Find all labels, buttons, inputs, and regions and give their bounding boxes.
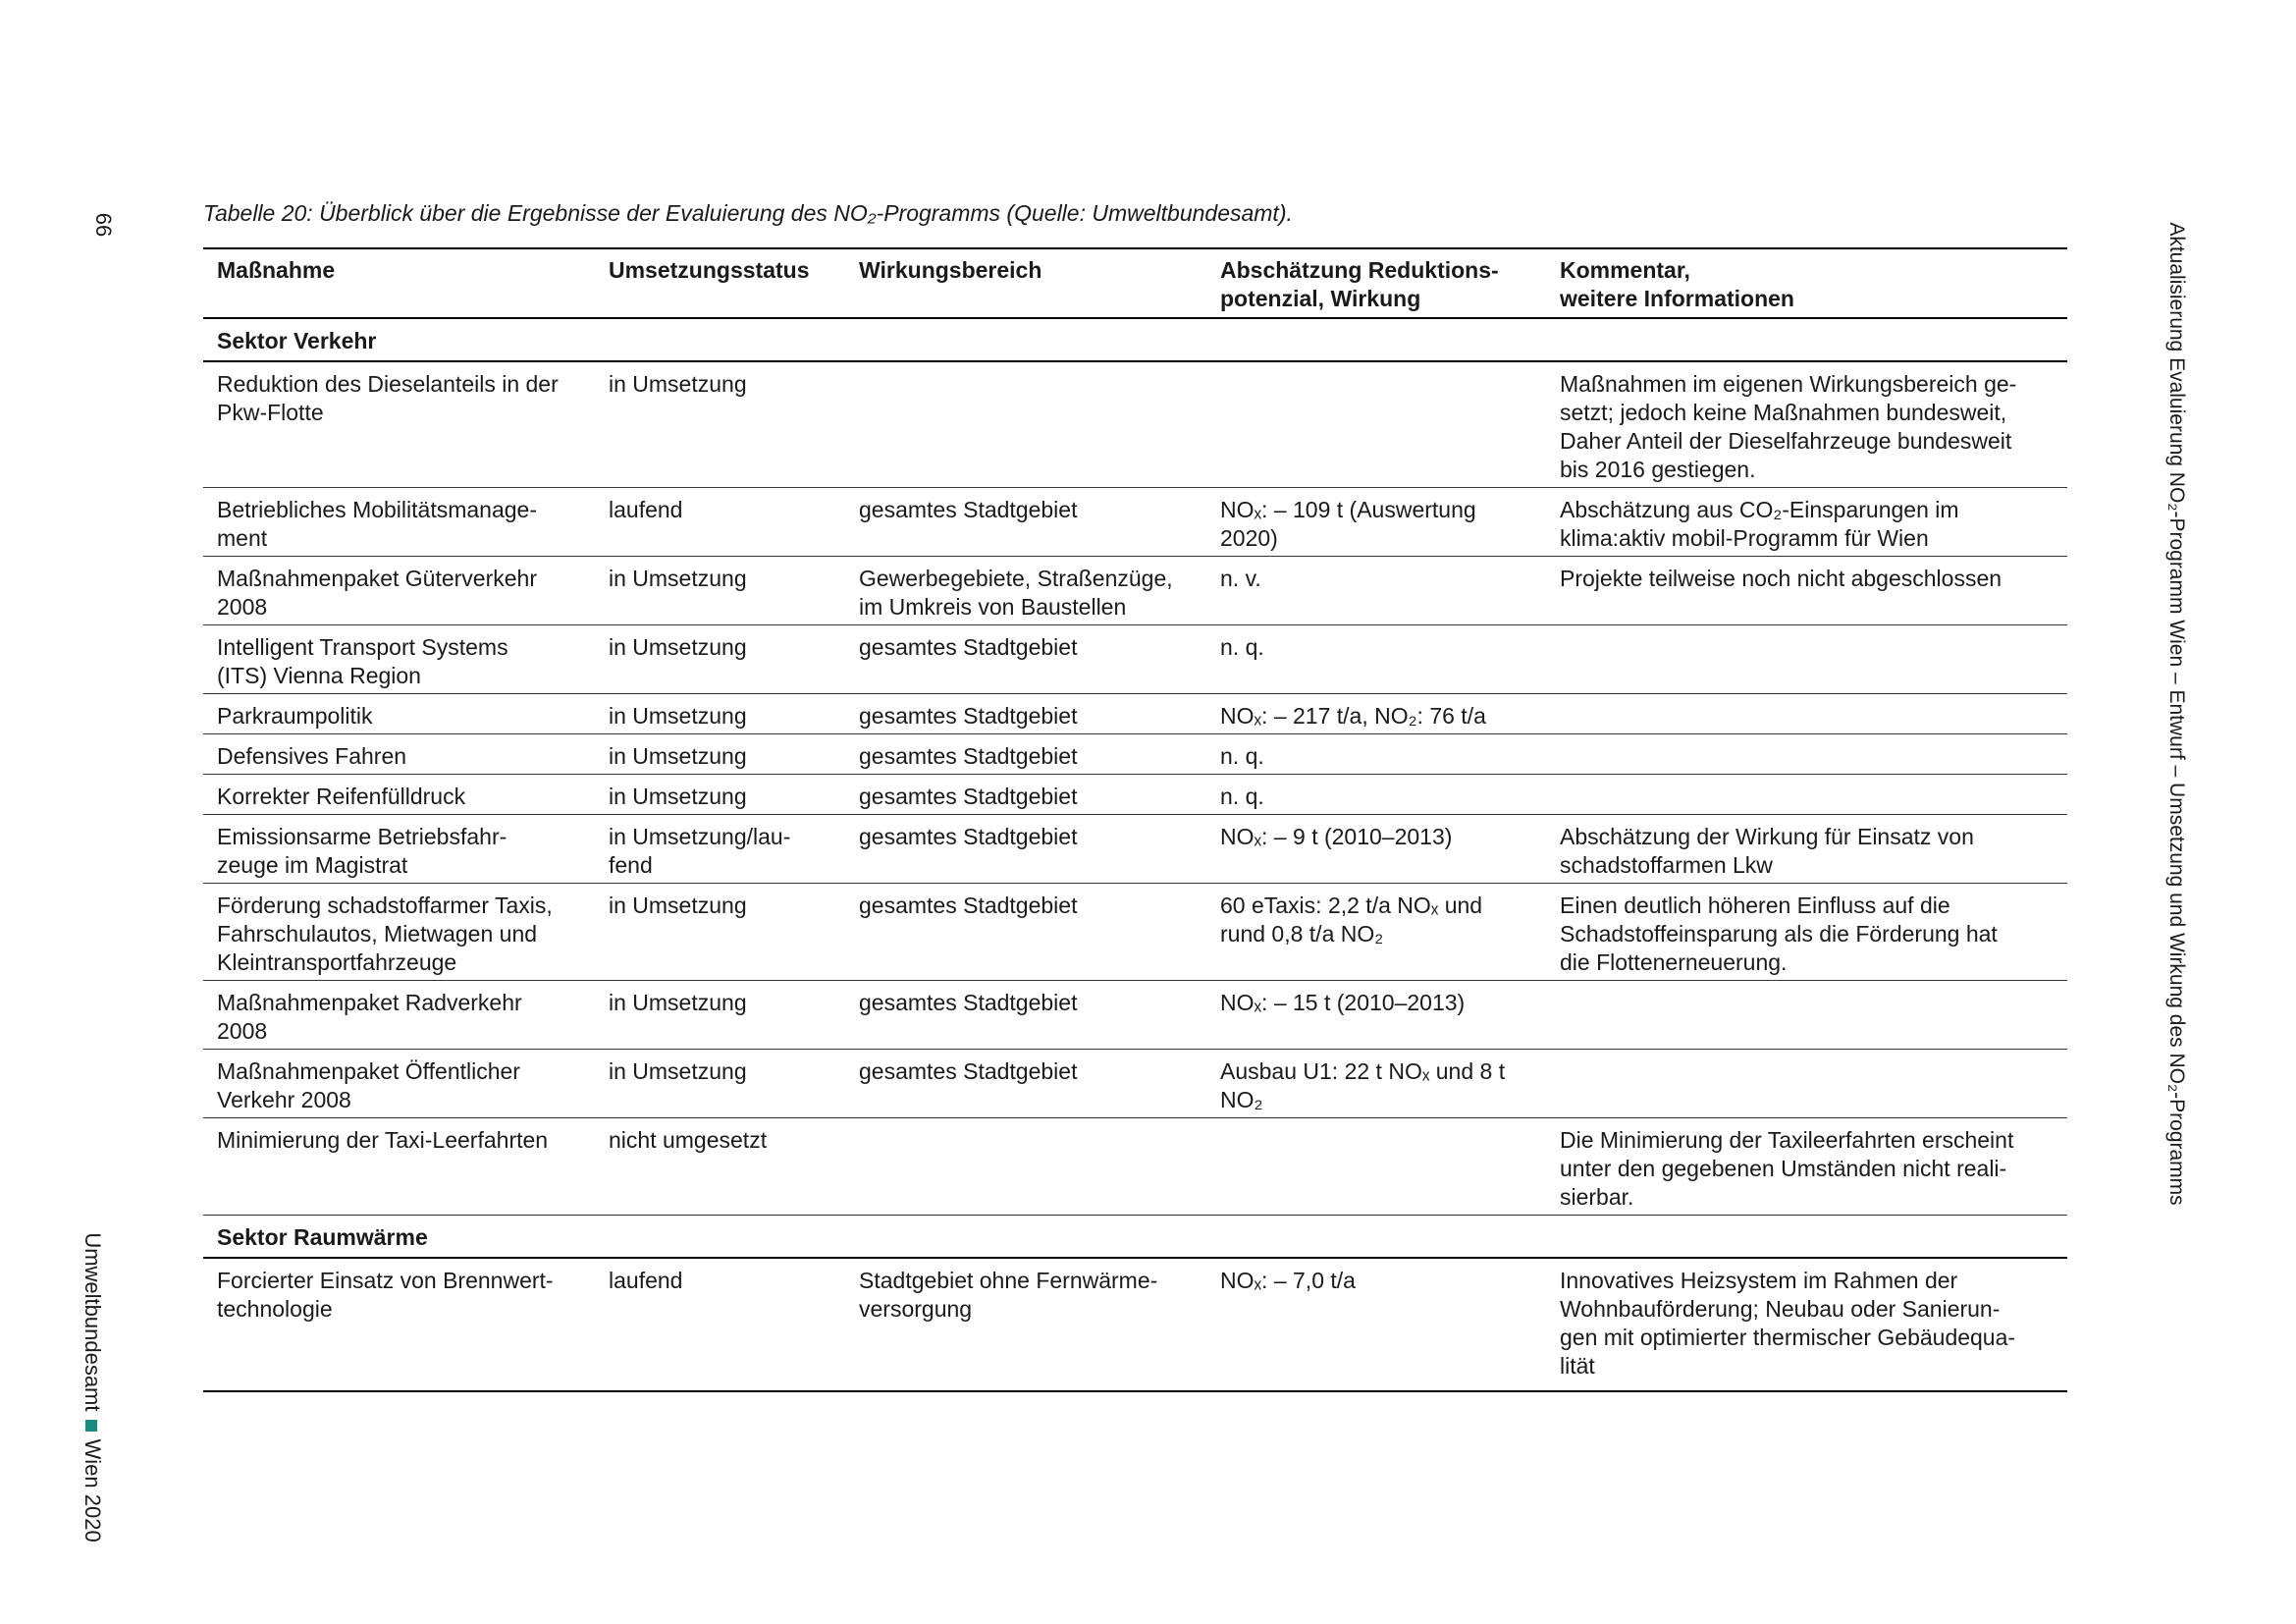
running-header: Aktualisierung Evaluierung NO₂-Programm Wien – Entwurf – Umsetzung und Wirkung des NO₂-Programms bbox=[2165, 222, 2188, 1206]
cell-massnahme: Defensives Fahren bbox=[203, 734, 595, 775]
cell-status: in Umsetzung bbox=[595, 734, 845, 775]
cell-wirkung: n. q. bbox=[1206, 734, 1546, 775]
table-row bbox=[203, 694, 2067, 734]
footer-org: Umweltbundesamt bbox=[80, 1232, 105, 1412]
evaluation-table bbox=[203, 247, 2067, 1392]
cell-bereich bbox=[845, 361, 1206, 488]
cell-wirkung: n. q. bbox=[1206, 625, 1546, 694]
table-row bbox=[203, 981, 2067, 1050]
cell-status: in Umsetzung bbox=[595, 884, 845, 981]
table-row bbox=[203, 1050, 2067, 1118]
cell-massnahme: Korrekter Reifenfülldruck bbox=[203, 775, 595, 815]
cell-status: in Umsetzung bbox=[595, 361, 845, 488]
cell-bereich: gesamtes Stadtgebiet bbox=[845, 775, 1206, 815]
cell-kommentar: Abschätzung aus CO₂-Einsparungen im klima:aktiv mobil-Programm für Wien bbox=[1546, 488, 2067, 557]
cell-kommentar: Die Minimierung der Taxileerfahrten erscheint unter den gegebenen Umständen nicht reali- sierbar. bbox=[1546, 1118, 2067, 1216]
cell-massnahme: Betriebliches Mobilitätsmanage- ment bbox=[203, 488, 595, 557]
cell-status: in Umsetzung bbox=[595, 1050, 845, 1118]
cell-bereich: gesamtes Stadtgebiet bbox=[845, 694, 1206, 734]
cell-wirkung: NOₓ: – 7,0 t/a bbox=[1206, 1258, 1546, 1391]
footer-left bbox=[76, 1181, 105, 1594]
cell-wirkung: n. v. bbox=[1206, 557, 1546, 625]
table-row bbox=[203, 488, 2067, 557]
page-number: 66 bbox=[91, 212, 117, 238]
cell-bereich: gesamtes Stadtgebiet bbox=[845, 884, 1206, 981]
cell-status: nicht umgesetzt bbox=[595, 1118, 845, 1216]
accent-square-icon bbox=[85, 1420, 97, 1432]
cell-kommentar: Innovatives Heizsystem im Rahmen der Wohnbauförderung; Neubau oder Sanierun- gen mit optimierter thermischer Gebäudequa- lität bbox=[1546, 1258, 2067, 1391]
cell-massnahme: Maßnahmenpaket Güterverkehr 2008 bbox=[203, 557, 595, 625]
sector-title: Sektor Raumwärme bbox=[203, 1216, 2067, 1259]
cell-wirkung: Ausbau U1: 22 t NOₓ und 8 t NO₂ bbox=[1206, 1050, 1546, 1118]
cell-wirkung: NOₓ: – 217 t/a, NO₂: 76 t/a bbox=[1206, 694, 1546, 734]
cell-wirkung: NOₓ: – 15 t (2010–2013) bbox=[1206, 981, 1546, 1050]
table-row bbox=[203, 1258, 2067, 1391]
cell-bereich: gesamtes Stadtgebiet bbox=[845, 488, 1206, 557]
cell-status: in Umsetzung bbox=[595, 625, 845, 694]
sector-row bbox=[203, 1216, 2067, 1259]
table-row bbox=[203, 775, 2067, 815]
header-umsetzungsstatus: Umsetzungsstatus bbox=[609, 257, 810, 283]
cell-kommentar bbox=[1546, 625, 2067, 694]
table-caption: Tabelle 20: Überblick über die Ergebnisse der Evaluierung des NO₂-Programms (Quelle: Umweltbundesamt). bbox=[203, 200, 1293, 226]
cell-status: laufend bbox=[595, 488, 845, 557]
table-row bbox=[203, 884, 2067, 981]
sector-title: Sektor Verkehr bbox=[203, 318, 2067, 361]
table-row bbox=[203, 361, 2067, 488]
table-row bbox=[203, 625, 2067, 694]
cell-kommentar bbox=[1546, 775, 2067, 815]
cell-bereich: gesamtes Stadtgebiet bbox=[845, 625, 1206, 694]
table-row bbox=[203, 734, 2067, 775]
cell-wirkung bbox=[1206, 361, 1546, 488]
cell-bereich: Gewerbegebiete, Straßenzüge, im Umkreis von Baustellen bbox=[845, 557, 1206, 625]
header-massnahme: Maßnahme bbox=[217, 257, 336, 283]
cell-bereich: gesamtes Stadtgebiet bbox=[845, 815, 1206, 884]
cell-massnahme: Intelligent Transport Systems (ITS) Vienna Region bbox=[203, 625, 595, 694]
cell-massnahme: Minimierung der Taxi-Leerfahrten bbox=[203, 1118, 595, 1216]
cell-status: in Umsetzung bbox=[595, 557, 845, 625]
cell-status: in Umsetzung/lau- fend bbox=[595, 815, 845, 884]
cell-kommentar: Projekte teilweise noch nicht abgeschlossen bbox=[1546, 557, 2067, 625]
cell-status: in Umsetzung bbox=[595, 981, 845, 1050]
cell-wirkung: NOₓ: – 9 t (2010–2013) bbox=[1206, 815, 1546, 884]
table-header-row bbox=[203, 248, 2067, 318]
cell-kommentar: Maßnahmen im eigenen Wirkungsbereich ge- setzt; jedoch keine Maßnahmen bundesweit, Daher Anteil der Dieselfahrzeuge bundesweit bis 2016 gestiegen. bbox=[1546, 361, 2067, 488]
cell-kommentar: Abschätzung der Wirkung für Einsatz von schadstoffarmen Lkw bbox=[1546, 815, 2067, 884]
cell-massnahme: Parkraumpolitik bbox=[203, 694, 595, 734]
cell-wirkung: 60 eTaxis: 2,2 t/a NOₓ und rund 0,8 t/a NO₂ bbox=[1206, 884, 1546, 981]
cell-bereich bbox=[845, 1118, 1206, 1216]
cell-status: laufend bbox=[595, 1258, 845, 1391]
cell-massnahme: Maßnahmenpaket Öffentlicher Verkehr 2008 bbox=[203, 1050, 595, 1118]
cell-status: in Umsetzung bbox=[595, 775, 845, 815]
cell-kommentar bbox=[1546, 694, 2067, 734]
cell-massnahme: Förderung schadstoffarmer Taxis, Fahrschulautos, Mietwagen und Kleintransportfahrzeuge bbox=[203, 884, 595, 981]
cell-massnahme: Reduktion des Dieselanteils in der Pkw-Flotte bbox=[203, 361, 595, 488]
footer-city-year: Wien 2020 bbox=[80, 1438, 105, 1543]
cell-bereich: gesamtes Stadtgebiet bbox=[845, 1050, 1206, 1118]
cell-kommentar bbox=[1546, 1050, 2067, 1118]
table-row bbox=[203, 557, 2067, 625]
cell-kommentar bbox=[1546, 981, 2067, 1050]
table-row bbox=[203, 1118, 2067, 1216]
cell-bereich: Stadtgebiet ohne Fernwärme- versorgung bbox=[845, 1258, 1206, 1391]
header-kommentar: Kommentar, weitere Informationen bbox=[1560, 257, 1794, 311]
cell-status: in Umsetzung bbox=[595, 694, 845, 734]
cell-kommentar bbox=[1546, 734, 2067, 775]
cell-kommentar: Einen deutlich höheren Einfluss auf die Schadstoffeinsparung als die Förderung hat die Flottenerneuerung. bbox=[1546, 884, 2067, 981]
table-body bbox=[203, 318, 2067, 1391]
table-row bbox=[203, 815, 2067, 884]
cell-wirkung: n. q. bbox=[1206, 775, 1546, 815]
cell-bereich: gesamtes Stadtgebiet bbox=[845, 981, 1206, 1050]
cell-massnahme: Forcierter Einsatz von Brennwert- technologie bbox=[203, 1258, 595, 1391]
cell-bereich: gesamtes Stadtgebiet bbox=[845, 734, 1206, 775]
header-wirkungsbereich: Wirkungsbereich bbox=[859, 257, 1042, 283]
cell-wirkung bbox=[1206, 1118, 1546, 1216]
cell-massnahme: Maßnahmenpaket Radverkehr 2008 bbox=[203, 981, 595, 1050]
cell-massnahme: Emissionsarme Betriebsfahr- zeuge im Magistrat bbox=[203, 815, 595, 884]
sector-row bbox=[203, 318, 2067, 361]
cell-wirkung: NOₓ: – 109 t (Auswertung 2020) bbox=[1206, 488, 1546, 557]
header-abschaetzung: Abschätzung Reduktions- potenzial, Wirkung bbox=[1220, 257, 1499, 311]
